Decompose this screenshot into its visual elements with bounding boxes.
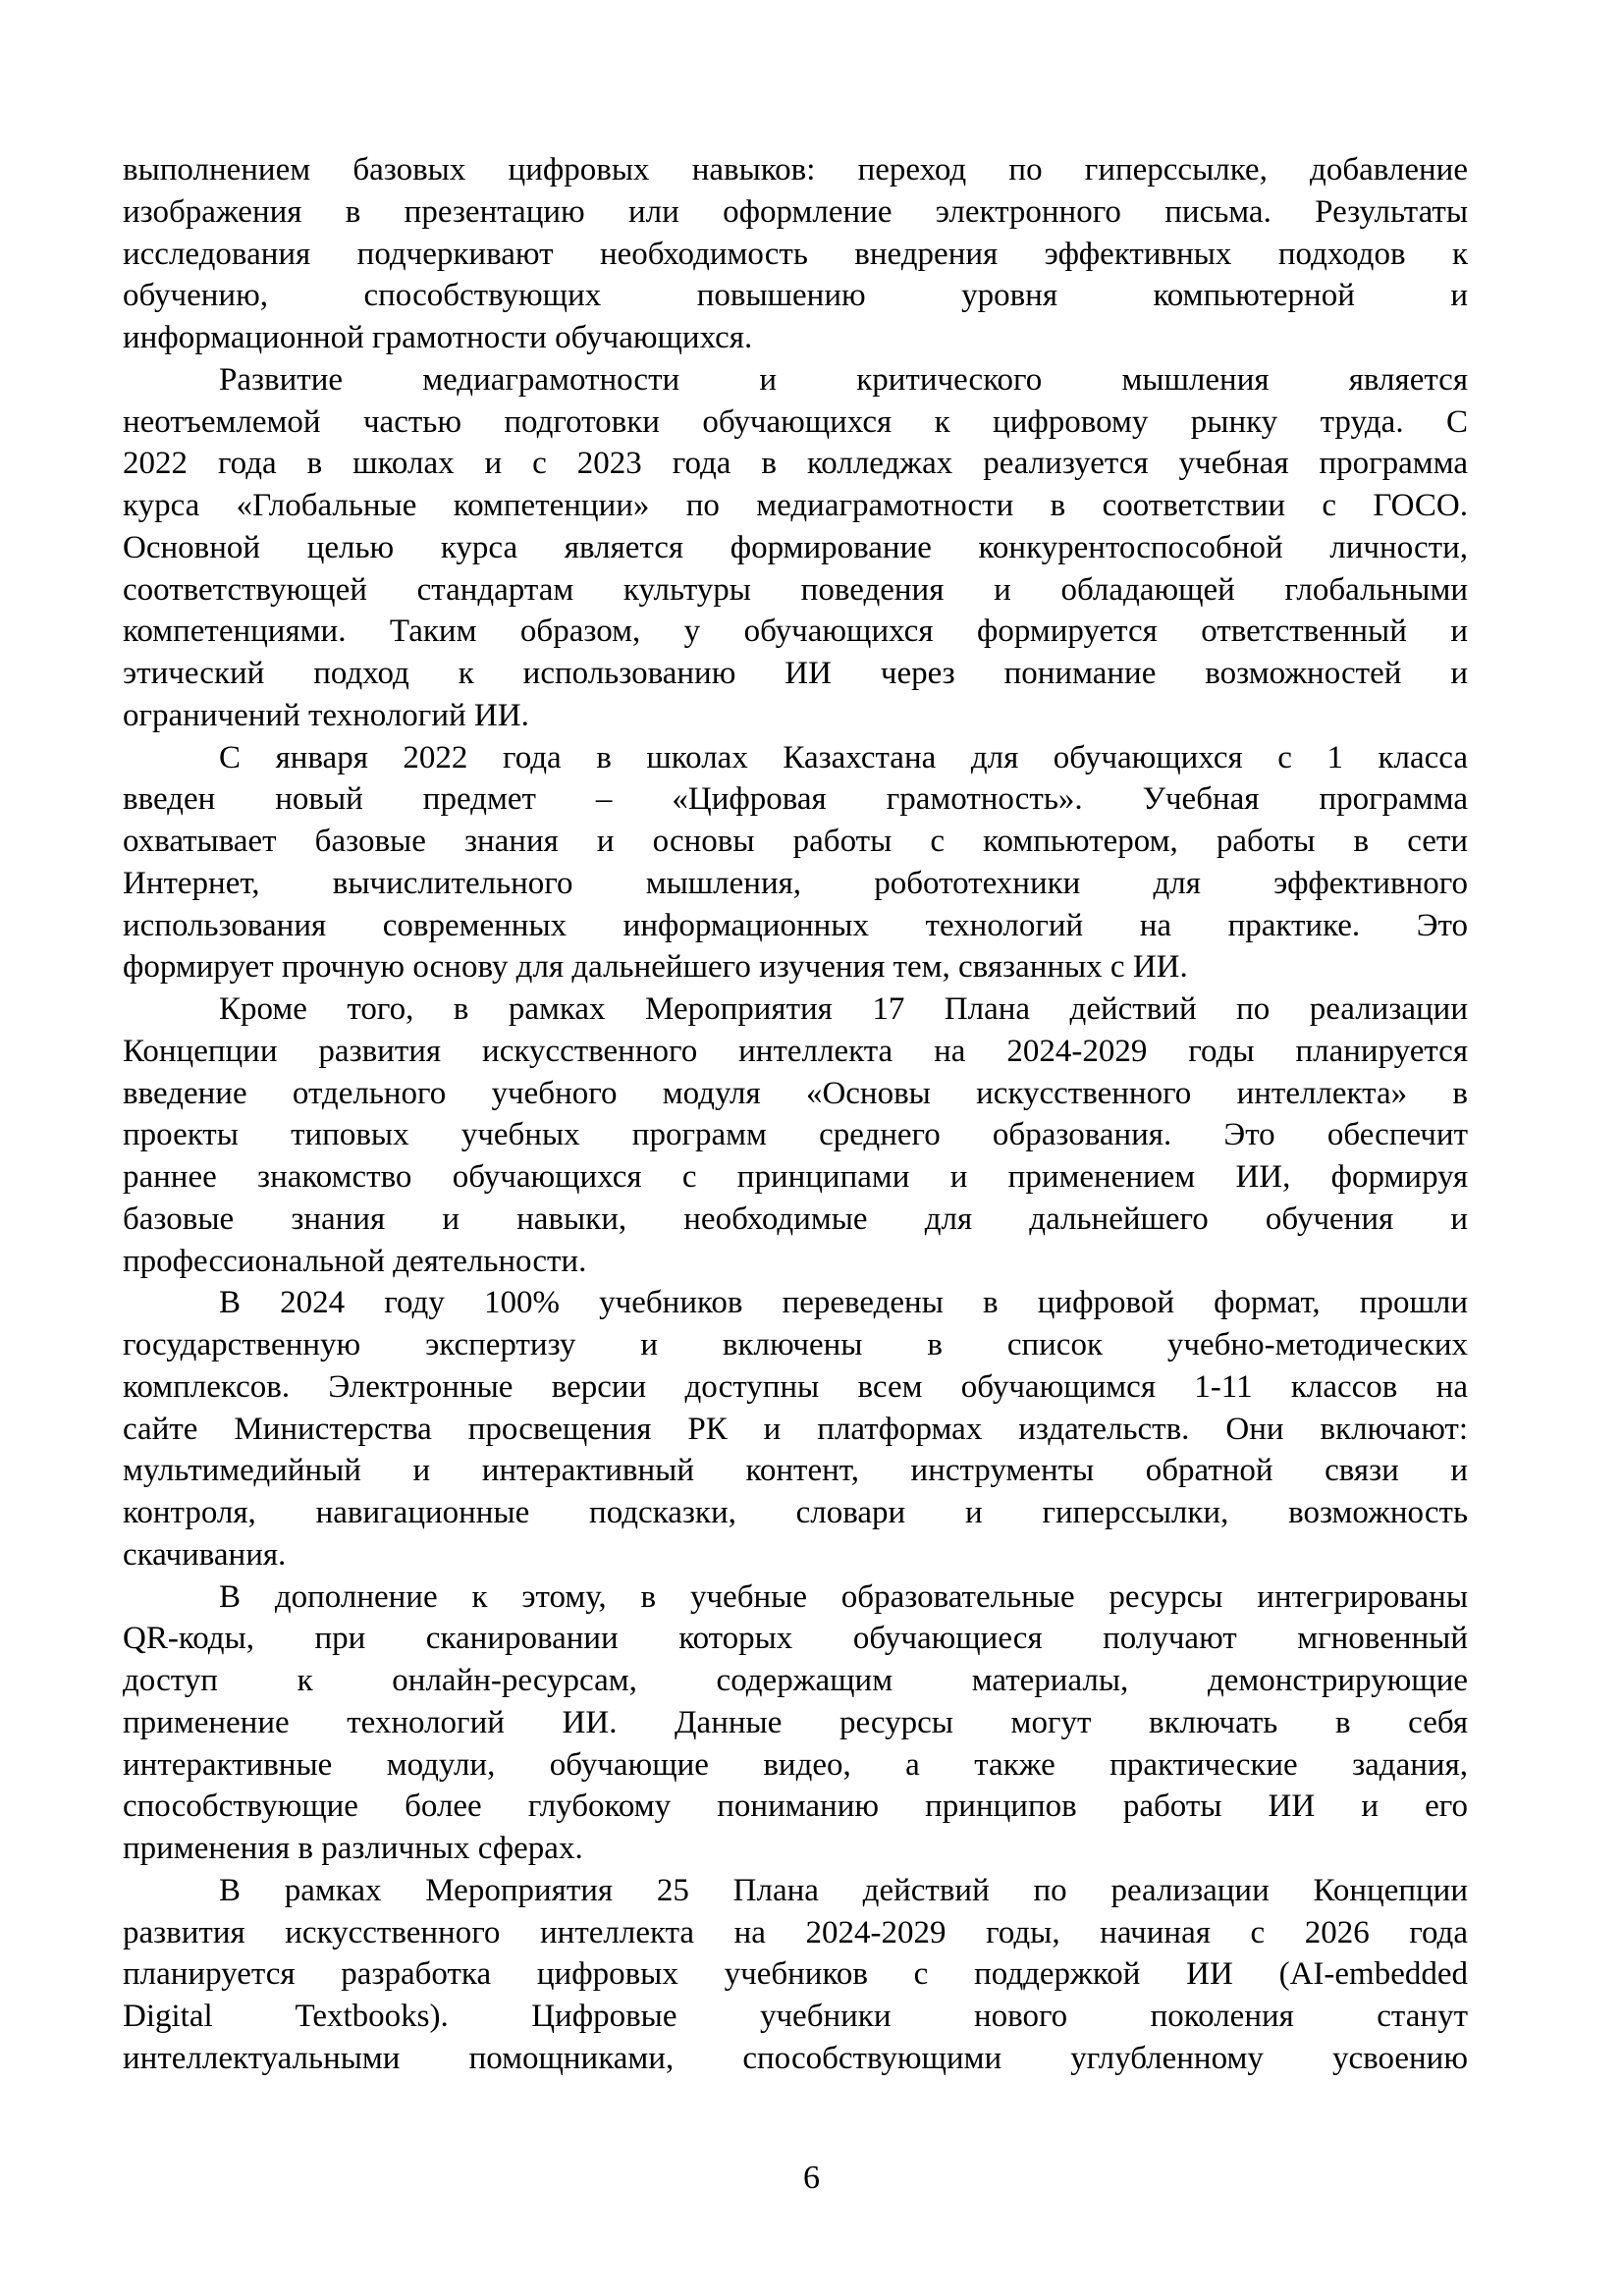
- text-line: В рамках Мероприятия 25 Плана действий по реализации Концепции: [219, 1872, 1468, 1908]
- paragraph: [123, 149, 1468, 359]
- document-body-text: [123, 149, 1468, 2080]
- text-line: Digital Textbooks). Цифровые учебники нового поколения станут: [123, 1999, 1468, 2034]
- text-line: исследования подчеркивают необходимость внедрения эффективных подходов к: [123, 236, 1468, 272]
- text-line: применение технологий ИИ. Данные ресурсы могут включать в себя: [123, 1704, 1468, 1740]
- text-line: использования современных информационных технологий на практике. Это: [123, 907, 1468, 943]
- text-line: государственную экспертизу и включены в список учебно-методических: [123, 1327, 1468, 1362]
- text-line: способствующие более глубокому пониманию принципов работы ИИ и его: [123, 1789, 1468, 1825]
- text-line: применения в различных сферах.: [123, 1831, 583, 1866]
- text-line: введение отдельного учебного модуля «Основы искусственного интеллекта» в: [123, 1075, 1468, 1111]
- text-line: комплексов. Электронные версии доступны всем обучающимся 1-11 классов на: [123, 1368, 1468, 1405]
- page-number: 6: [803, 2160, 820, 2196]
- text-line: проекты типовых учебных программ среднего образования. Это обеспечит: [123, 1117, 1468, 1153]
- text-line: доступ к онлайн-ресурсам, содержащим материалы, демонстрирующие: [123, 1663, 1468, 1698]
- text-line: Интернет, вычислительного мышления, робототехники для эффективного: [123, 865, 1468, 901]
- paragraph: [123, 988, 1468, 1282]
- text-line: интерактивные модули, обучающие видео, а также практические задания,: [123, 1746, 1468, 1783]
- text-line: интеллектуальными помощниками, способствующими углубленному усвоению: [123, 2040, 1468, 2076]
- text-line: неотъемлемой частью подготовки обучающихся к цифровому рынку труда. С: [123, 403, 1468, 440]
- text-line: QR-коды, при сканировании которых обучающиеся получают мгновенный: [123, 1621, 1468, 1657]
- text-line: 2022 года в школах и с 2023 года в колледжах реализуется учебная программа: [123, 446, 1468, 482]
- text-line: выполнением базовых цифровых навыков: переход по гиперссылке, добавление: [123, 152, 1468, 187]
- text-line: информационной грамотности обучающихся.: [123, 320, 753, 355]
- paragraph: [123, 1870, 1468, 2080]
- text-line: Концепции развития искусственного интеллекта на 2024-2029 годы планируется: [123, 1033, 1468, 1069]
- text-line: ограничений технологий ИИ.: [123, 697, 529, 733]
- text-line: этический подход к использованию ИИ через понимание возможностей и: [123, 656, 1468, 691]
- paragraph: [123, 359, 1468, 737]
- text-line: охватывает базовые знания и основы работы с компьютером, работы в сети: [123, 824, 1468, 859]
- text-line: контроля, навигационные подсказки, словари и гиперссылки, возможность: [123, 1495, 1468, 1530]
- text-line: профессиональной деятельности.: [123, 1243, 587, 1279]
- paragraph: [123, 1282, 1468, 1575]
- text-line: раннее знакомство обучающихся с принципами и применением ИИ, формируя: [123, 1159, 1468, 1195]
- text-line: В дополнение к этому, в учебные образовательные ресурсы интегрированы: [219, 1578, 1468, 1615]
- text-line: обучению, способствующих повышению уровня компьютерной и: [123, 278, 1468, 314]
- text-line: Кроме того, в рамках Мероприятия 17 Плана действий по реализации: [219, 991, 1468, 1027]
- text-line: планируется разработка цифровых учебников с поддержкой ИИ (AI-embedded: [123, 1956, 1468, 1993]
- text-line: соответствующей стандартам культуры поведения и обладающей глобальными: [123, 571, 1468, 608]
- text-line: С января 2022 года в школах Казахстана для обучающихся с 1 класса: [219, 739, 1468, 775]
- text-line: мультимедийный и интерактивный контент, инструменты обратной связи и: [123, 1453, 1468, 1489]
- paragraph: [123, 737, 1468, 989]
- text-line: базовые знания и навыки, необходимые для дальнейшего обучения и: [123, 1201, 1468, 1237]
- text-line: Развитие медиаграмотности и критического мышления является: [219, 361, 1468, 398]
- text-line: формирует прочную основу для дальнейшего изучения тем, связанных с ИИ.: [123, 949, 1188, 986]
- text-line: изображения в презентацию или оформление электронного письма. Результаты: [123, 193, 1468, 230]
- text-line: курса «Глобальные компетенции» по медиаграмотности в соответствии с ГОСО.: [123, 488, 1468, 523]
- text-line: введен новый предмет – «Цифровая грамотность». Учебная программа: [123, 781, 1468, 818]
- text-line: сайте Министерства просвещения РК и платформах издательств. Они включают:: [123, 1411, 1468, 1447]
- text-line: Основной целью курса является формирование конкурентоспособной личности,: [123, 529, 1468, 565]
- text-line: скачивания.: [123, 1536, 287, 1573]
- text-line: развития искусственного интеллекта на 2024-2029 годы, начиная с 2026 года: [123, 1914, 1468, 1950]
- text-line: В 2024 году 100% учебников переведены в цифровой формат, прошли: [219, 1285, 1468, 1321]
- text-line: компетенциями. Таким образом, у обучающихся формируется ответственный и: [123, 614, 1468, 650]
- paragraph: [123, 1576, 1468, 1870]
